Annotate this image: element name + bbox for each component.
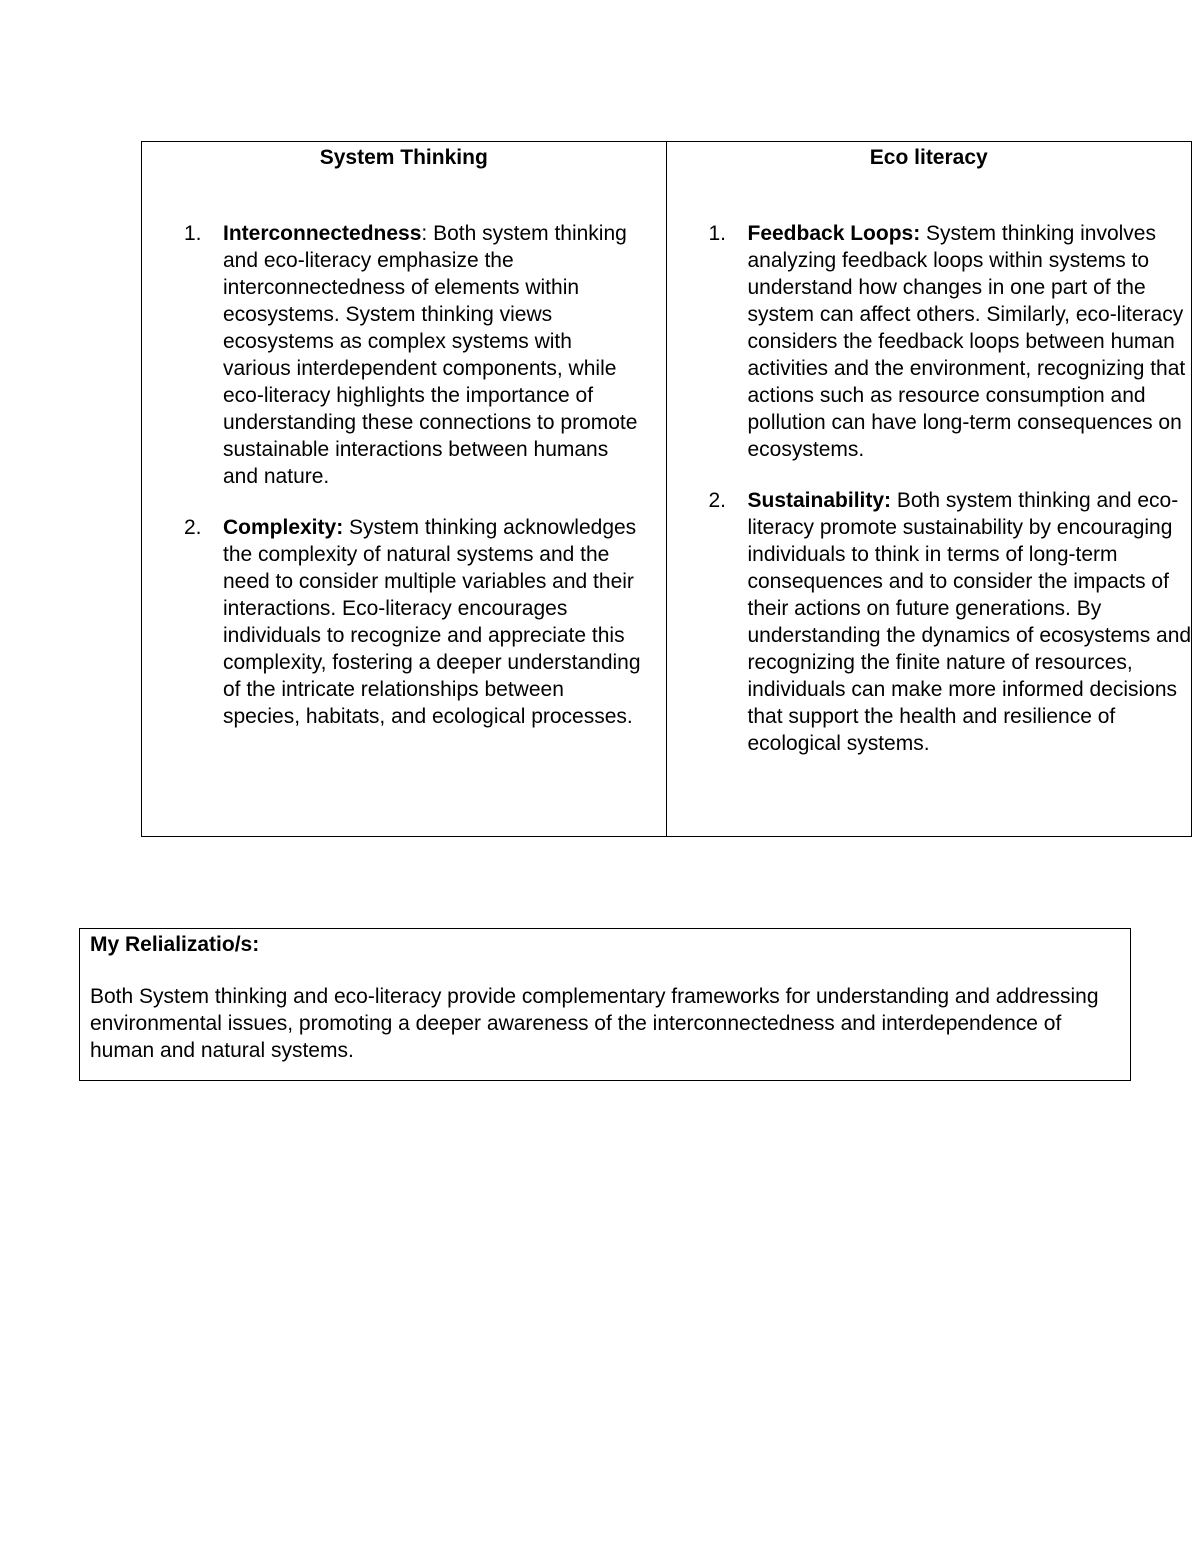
column-heading-system-thinking: System Thinking — [319, 146, 488, 169]
system-thinking-list — [184, 220, 644, 754]
column-heading-eco-literacy: Eco literacy — [869, 146, 988, 169]
list-item-text: : Both system thinking and eco-literacy emphasize the interconnectedness of elements within ecosystems. System thinking views ecosystems as complex systems with various interdependent components, while eco-literacy highlights the importance of understanding these connections to promote sustainable interactions between humans and nature. — [223, 222, 638, 488]
list-item-text: System thinking acknowledges the complexity of natural systems and the need to consider multiple variables and their interactions. Eco-literacy encourages individuals to recognize and appreciate this complexity, fostering a deeper understanding of the intricate relationships between species, habitats, and ecological processes. — [223, 516, 641, 728]
list-item-term: Complexity: — [223, 516, 344, 539]
realizations-box — [79, 928, 1131, 1081]
list-item — [184, 514, 644, 730]
realizations-body: Both System thinking and eco-literacy provide complementary frameworks for understanding and addressing environmental issues, promoting a deeper awareness of the interconnectedness and interdependence of human and natural systems. — [90, 985, 1099, 1062]
realizations-title: My Relializatio/s: — [90, 933, 260, 956]
eco-literacy-list — [709, 220, 1200, 781]
eco-literacy-column — [667, 142, 1192, 836]
list-item-number: 2. — [184, 516, 202, 539]
list-item-term: Interconnectedness — [223, 222, 422, 245]
list-item-number: 2. — [708, 489, 727, 512]
list-item — [184, 220, 644, 490]
list-item-number: 1. — [184, 222, 202, 245]
list-item-text: System thinking involves analyzing feedback loops within systems to understand how changes in one part of the system can affect others. Similarly, eco-literacy considers the feedback loops between human activities and the environment, recognizing that actions such as resource consumption and pollution can have long-term consequences on ecosystems. — [747, 222, 1186, 461]
list-item-term: Sustainability: — [747, 489, 892, 512]
list-item — [709, 487, 1200, 757]
list-item-text: Both system thinking and eco-literacy promote sustainability by encouraging individuals to think in terms of long-term consequences and to consider the impacts of their actions on future generations. By understanding the dynamics of ecosystems and recognizing the finite nature of resources, individuals can make more informed decisions that support the health and resilience of ecological systems. — [747, 489, 1192, 755]
list-item-number: 1. — [708, 222, 727, 245]
system-thinking-column — [142, 142, 667, 836]
list-item-term: Feedback Loops: — [747, 222, 921, 245]
list-item — [709, 220, 1200, 463]
comparison-table — [141, 141, 1192, 837]
